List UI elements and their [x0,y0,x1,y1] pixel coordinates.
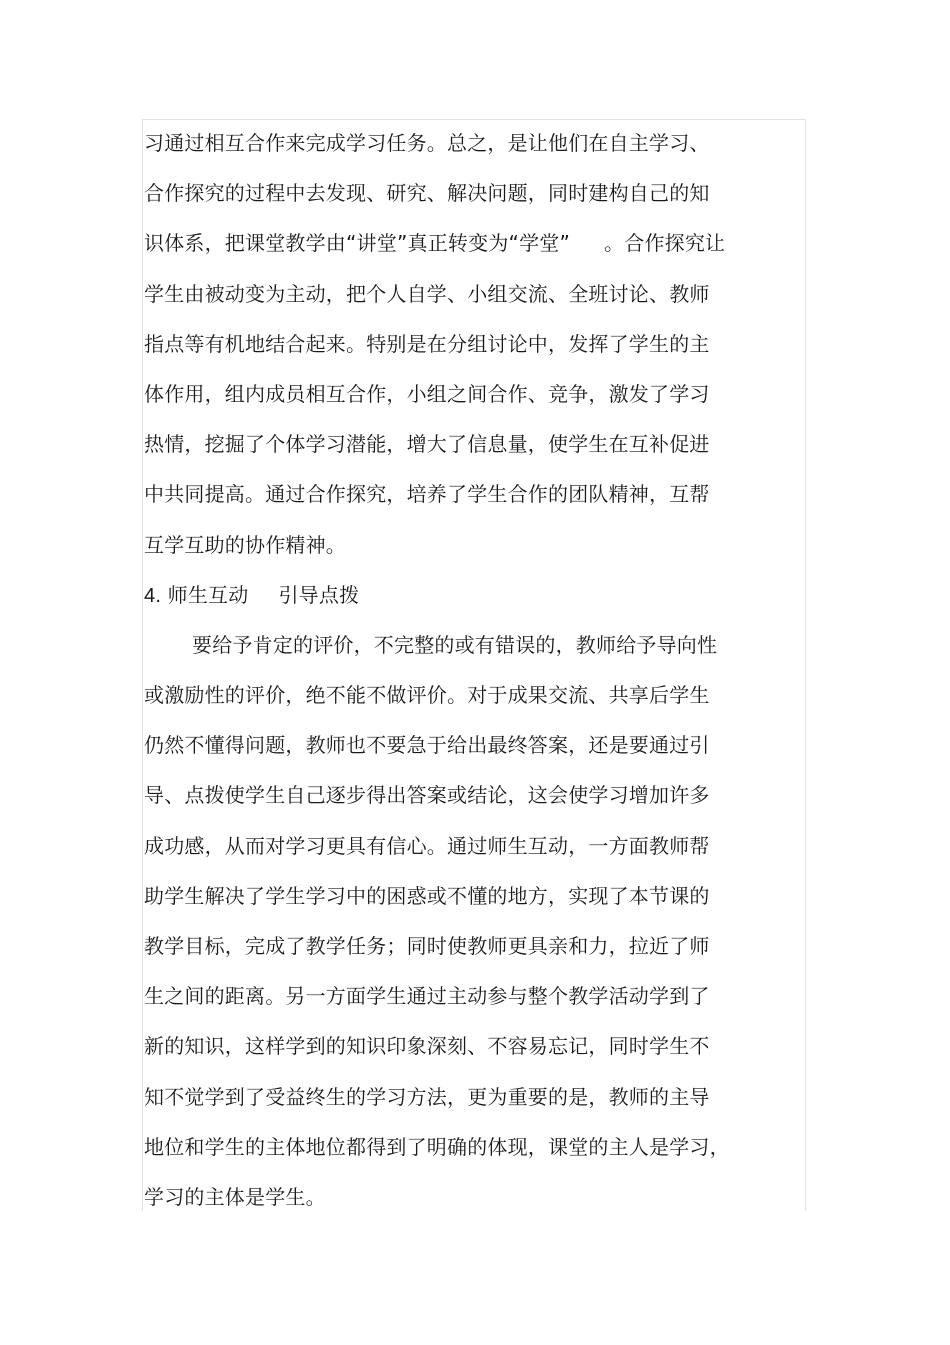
text-line: 合作探究的过程中去发现、研究、解决问题，同时建构自己的知 [144,181,710,206]
text-line: 中共同提高。通过合作探究，培养了学生合作的团队精神，互帮 [144,482,710,507]
text-line: 习通过相互合作来完成学习任务。总之，是让他们在自主学习、 [144,131,710,155]
text-line: 互学互助的协作精神。 [144,532,346,557]
text-line: 仍然不懂得问题，教师也不要急于给出最终答案，还是要通过引 [144,733,710,758]
text-line: 指点等有机地结合起来。特别是在分组讨论中，发挥了学生的主 [144,331,710,356]
text-line [144,222,804,272]
text-line: 教学目标，完成了教学任务；同时使教师更具亲和力，拉近了师 [144,934,710,958]
text-line: 学生由被动变为主动，把个人自学、小组交流、全班讨论、教师 [144,281,710,306]
text-segment: 。合作探究让 [604,231,726,256]
text-line: 导、点拨使学生自己逐步得出答案或结论，这会使学习增加许多 [144,783,710,808]
section-number: 4. [144,584,162,607]
document-body [144,122,804,1226]
text-line: 生之间的距离。另一方面学生通过主动参与整个教学活动学到了 [144,984,710,1009]
text-line: 学习的主体是学生。 [144,1184,326,1209]
section-title-part1: 师生互动 [167,582,249,607]
text-line: 或激励性的评价，绝不能不做评价。对于成果交流、共享后学生 [144,683,710,708]
text-line: 地位和学生的主体地位都得到了明确的体现，课堂的主人是学习， [144,1134,730,1159]
text-line: 热情，挖掘了个体学习潜能，增大了信息量，使学生在互补促进 [144,432,710,457]
text-line: 体作用，组内成员相互合作，小组之间合作、竞争，激发了学习 [144,381,710,406]
text-line: 要给予肯定的评价，不完整的或有错误的，教师给予导向性 [192,632,718,657]
section-title-part2: 引导点拨 [278,582,360,607]
text-line: 助学生解决了学生学习中的困惑或不懂的地方，实现了本节课的 [144,883,710,908]
section-heading [144,574,804,624]
text-line: 新的知识，这样学到的知识印象深刻、不容易忘记，同时学生不 [144,1034,710,1059]
text-line: 知不觉学到了受益终生的学习方法，更为重要的是，教师的主导 [144,1084,710,1109]
text-line: 成功感，从而对学习更具有信心。通过师生互动，一方面教师帮 [144,833,710,858]
text-segment: 识体系，把课堂教学由“讲堂”真正转变为“学堂” [144,231,571,256]
